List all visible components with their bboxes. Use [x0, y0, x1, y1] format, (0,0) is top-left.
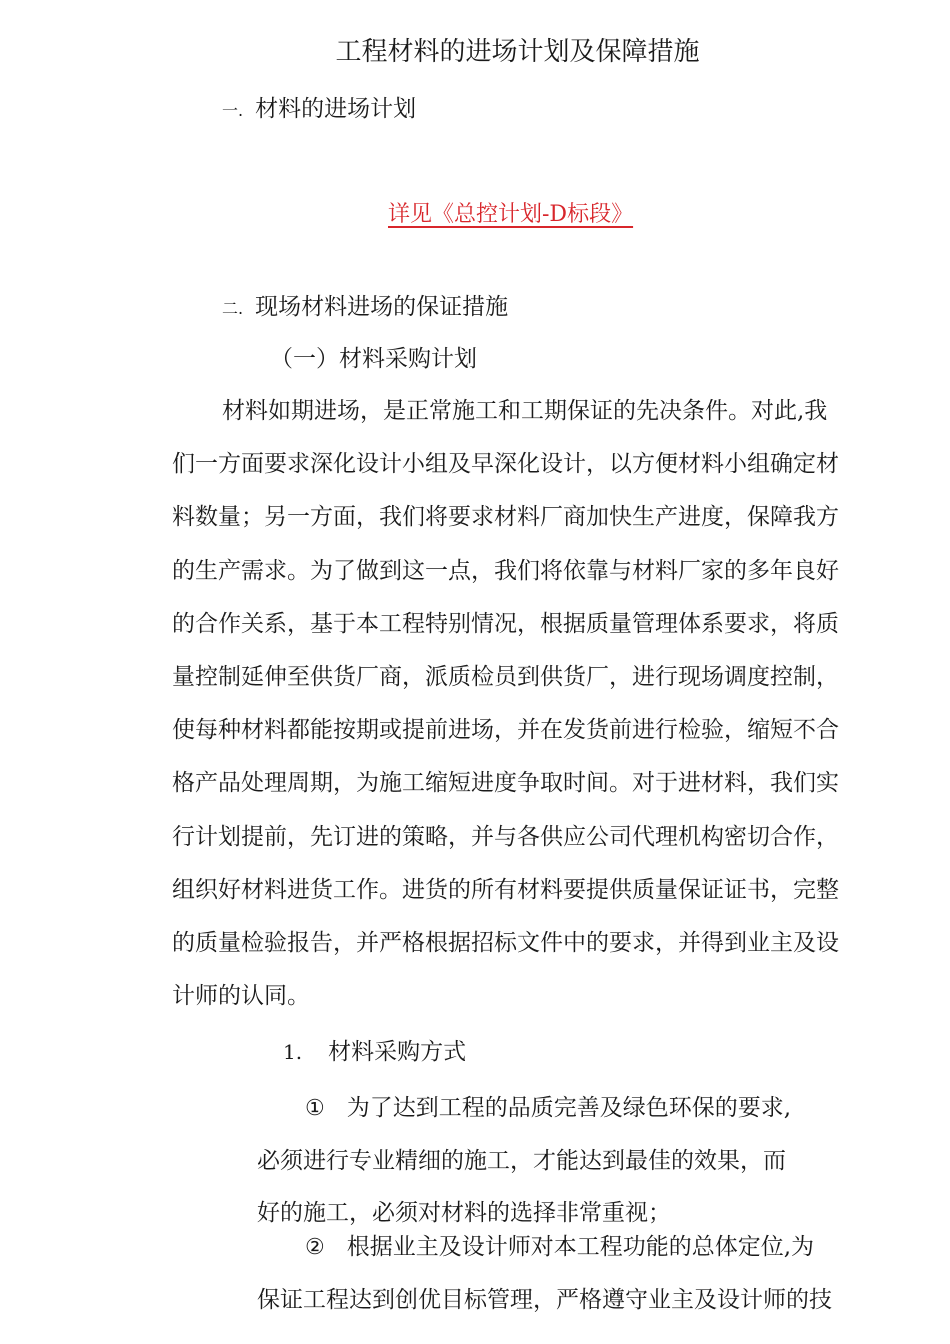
point-2-marker: ② [305, 1235, 325, 1260]
paragraph-line: 料数量；另一方面，我们将要求材料厂商加快生产进度，保障我方 [172, 504, 839, 531]
section-1-number: 一. [222, 101, 244, 120]
paragraph-line: 行计划提前，先订进的策略，并与各供应公司代理机构密切合作， [172, 823, 839, 850]
paragraph-line: 们一方面要求深化设计小组及早深化设计，以方便材料小组确定材 [172, 451, 839, 478]
paragraph-line: 使每种材料都能按期或提前进场，并在发货前进行检验，缩短不合 [172, 717, 839, 744]
point-1 [257, 1082, 872, 1239]
item-1-heading [283, 1035, 466, 1069]
point-2 [257, 1221, 872, 1326]
point-1-marker: ① [305, 1096, 325, 1121]
page-title: 工程材料的进场计划及保障措施 [335, 37, 700, 67]
paragraph-line: 的质量检验报告，并严格根据招标文件中的要求，并得到业主及设 [172, 930, 839, 957]
paragraph-line: 计师的认同。 [172, 983, 310, 1010]
section-2-heading [222, 290, 508, 326]
item-1-number: 1. [283, 1040, 303, 1064]
section-1-title: 材料的进场计划 [255, 96, 417, 122]
paragraph-line: 量控制延伸至供货厂商，派质检员到供货厂，进行现场调度控制， [172, 664, 839, 691]
body-paragraph [172, 385, 872, 1023]
point-1-first-line [257, 1082, 872, 1135]
item-1-title: 材料采购方式 [328, 1039, 467, 1065]
point-2-line: 根据业主及设计师对本工程功能的总体定位,为 [346, 1234, 815, 1260]
point-1-line: 好的施工，必须对材料的选择非常重视； [257, 1200, 671, 1226]
paragraph-line: 材料如期进场，是正常施工和工期保证的先决条件。对此,我 [222, 398, 828, 424]
section-2-title: 现场材料进场的保证措施 [255, 294, 509, 320]
point-2-line: 保证工程达到创优目标管理，严格遵守业主及设计师的技 [257, 1287, 832, 1313]
paragraph-line: 的合作关系，基于本工程特别情况，根据质量管理体系要求，将质 [172, 610, 839, 637]
point-1-line: 为了达到工程的品质完善及绿色环保的要求, [346, 1095, 792, 1121]
paragraph-line: 组织好材料进货工作。进货的所有材料要提供质量保证证书，完整 [172, 876, 839, 903]
point-1-line: 必须进行专业精细的施工，才能达到最佳的效果，而 [257, 1148, 786, 1174]
schedule-link[interactable]: 详见《总控计划-D标段》 [388, 202, 634, 227]
section-1-heading [222, 92, 416, 128]
paragraph-line: 格产品处理周期，为施工缩短进度争取时间。对于进材料，我们实 [172, 770, 839, 797]
paragraph-line: 的生产需求。为了做到这一点，我们将依靠与材料厂家的多年良好 [172, 557, 839, 584]
subsection-heading: （一）材料采购计划 [270, 346, 477, 372]
section-2-number: 二. [222, 299, 244, 318]
point-2-first-line [257, 1221, 872, 1274]
